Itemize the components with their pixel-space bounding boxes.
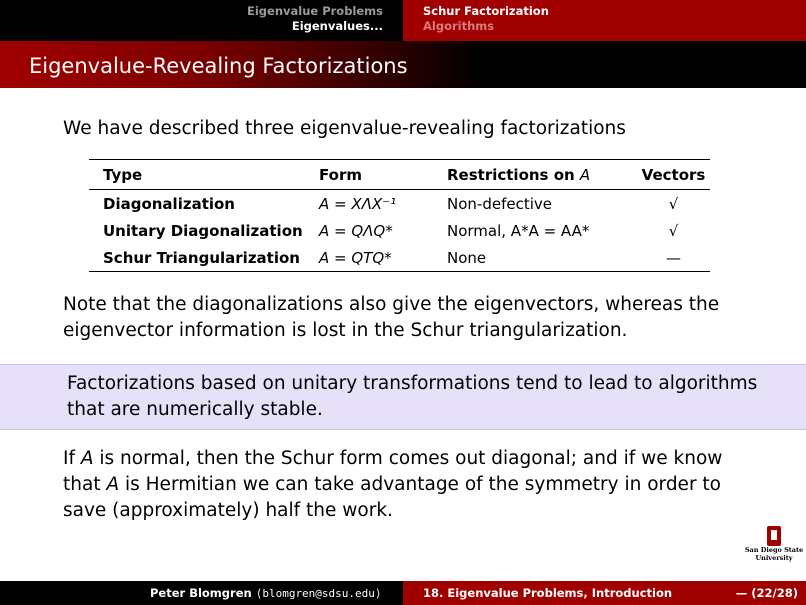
intro-text: We have described three eigenvalue-revealing factorizations [63, 118, 626, 139]
row-type: Diagonalization [103, 194, 235, 213]
row-type: Unitary Diagonalization [103, 221, 303, 240]
nav-current-section-link[interactable]: Schur Factorization [423, 4, 549, 18]
table-row [89, 217, 710, 244]
frame-title-bar [0, 41, 806, 88]
row-vectors: √ [668, 221, 679, 240]
footer-right [403, 581, 806, 605]
nav-right-panel [403, 0, 806, 41]
footer-topic: 18. Eigenvalue Problems, Introduction [423, 586, 673, 600]
footer-bar [0, 581, 806, 605]
row-form: A = XΛX⁻¹ [319, 194, 397, 213]
highlight-box [0, 364, 806, 430]
table-row [89, 244, 710, 271]
nav-section-link[interactable]: Eigenvalue Problems [246, 4, 383, 18]
logo-line1: San Diego State [744, 546, 804, 554]
header-type: Type [103, 165, 143, 184]
factorization-table [89, 159, 710, 272]
note-text: Note that the diagonalizations also give the eigenvectors, whereas the eigenvector information is lost in the Schur triangularization. [63, 294, 720, 341]
row-vectors: √ [668, 194, 679, 213]
table-header-row [89, 160, 710, 190]
header-vectors: Vectors [641, 165, 706, 184]
row-form: A = QΛQ* [319, 221, 393, 240]
header-form: Form [319, 165, 362, 184]
row-form: A = QTQ* [319, 248, 392, 267]
row-restrictions: Normal, A*A = AA* [447, 221, 590, 240]
logo-line2: University [755, 554, 793, 562]
university-logo [744, 526, 804, 566]
frame-title: Eigenvalue-Revealing Factorizations [29, 54, 408, 78]
footer-email: ⟨blomgren@sdsu.edu⟩ [255, 587, 382, 600]
row-type: Schur Triangularization [103, 248, 300, 267]
nav-subsection-link[interactable]: Eigenvalues... [291, 19, 383, 33]
header-restrictions: Restrictions on A [447, 165, 591, 184]
row-restrictions: Non-defective [447, 194, 552, 213]
footer-author: Peter Blomgren ⟨blomgren@sdsu.edu⟩ [150, 586, 382, 600]
navigation-bar [0, 0, 806, 41]
highlight-text: Factorizations based on unitary transformations tend to lead to algorithms that are numerically stable. [67, 373, 758, 420]
nav-left-panel [0, 0, 403, 41]
footer-page-number: — (22/28) [735, 586, 798, 600]
table-row [89, 190, 710, 217]
footer-left [0, 581, 403, 605]
closing-text: If A is normal, then the Schur form comes out diagonal; and if we know that A is Hermitian we can take advantage of the symmetry in order to save (approximately) half the work. [63, 448, 723, 521]
nav-current-subsection-link[interactable]: Algorithms [423, 19, 495, 33]
row-vectors: — [666, 248, 681, 267]
row-restrictions: None [447, 248, 487, 267]
university-logo-icon [767, 526, 781, 546]
